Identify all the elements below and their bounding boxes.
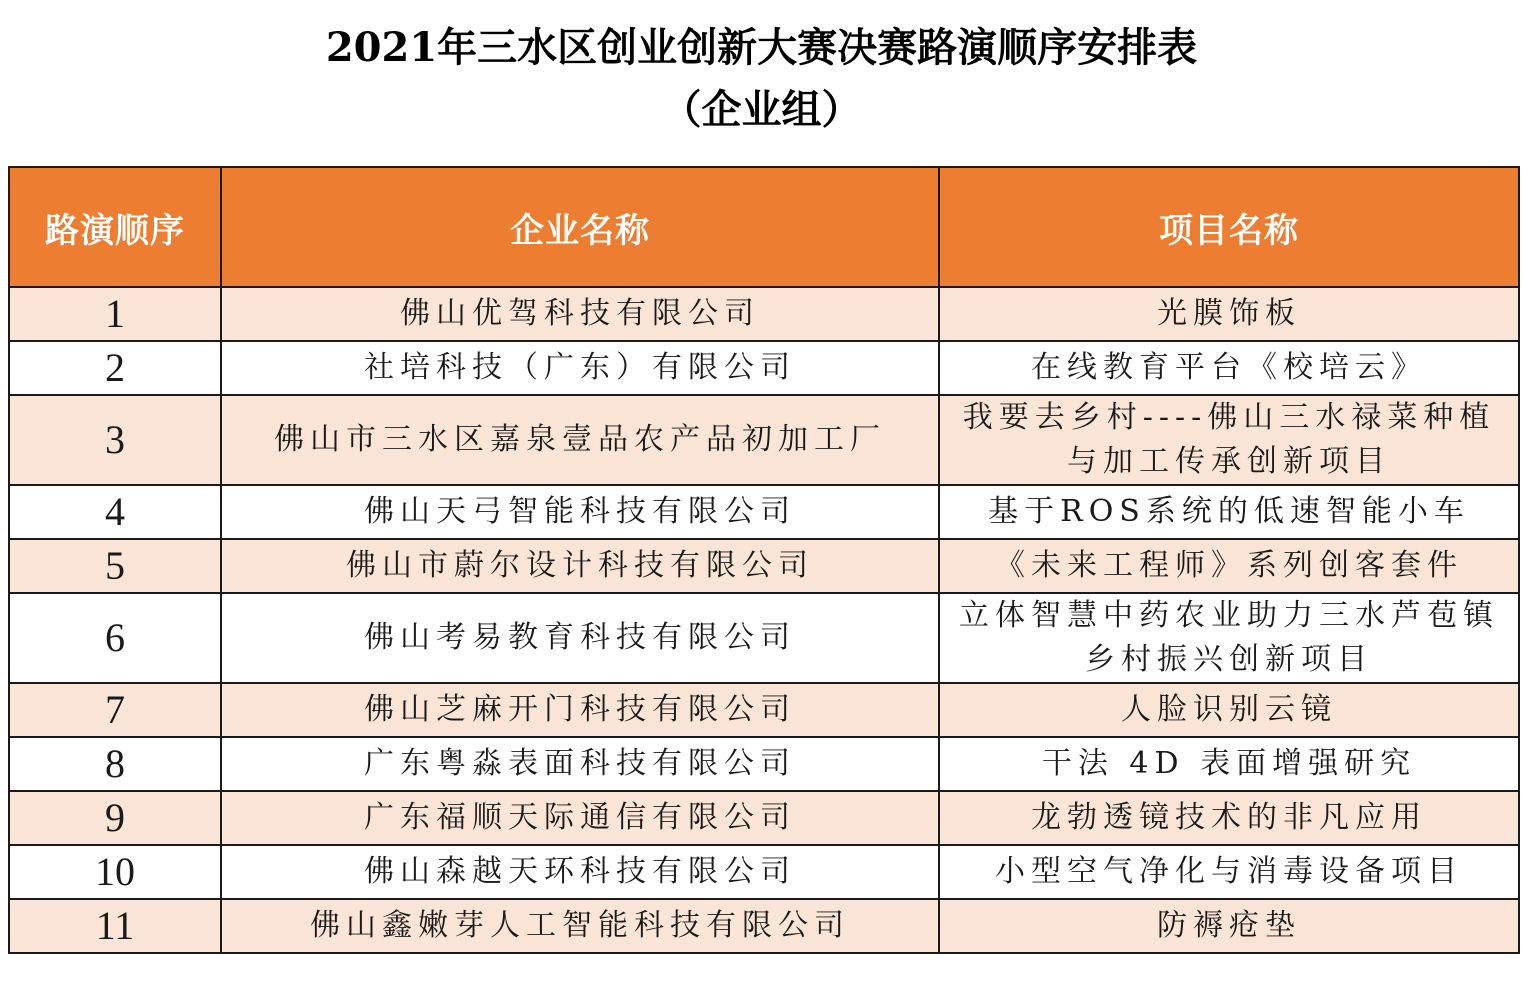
company-cell: 广东粤淼表面科技有限公司	[221, 737, 939, 791]
order-cell: 9	[9, 791, 221, 845]
schedule-table	[8, 166, 1520, 954]
document-title: 2021年三水区创业创新大赛决赛路演顺序安排表	[325, 24, 1198, 71]
order-cell: 2	[9, 341, 221, 395]
project-cell: 在线教育平台《校培云》	[939, 341, 1519, 395]
company-cell: 佛山优驾科技有限公司	[221, 287, 939, 341]
order-cell: 11	[9, 899, 221, 953]
order-cell: 1	[9, 287, 221, 341]
table-row	[9, 593, 1519, 683]
company-cell: 佛山考易教育科技有限公司	[221, 593, 939, 683]
company-cell: 佛山芝麻开门科技有限公司	[221, 683, 939, 737]
order-cell: 3	[9, 395, 221, 485]
column-header-company: 企业名称	[221, 167, 939, 287]
project-cell: 防褥疮垫	[939, 899, 1519, 953]
company-cell: 佛山天弓智能科技有限公司	[221, 485, 939, 539]
order-cell: 5	[9, 539, 221, 593]
project-cell: 光膜饰板	[939, 287, 1519, 341]
table-row	[9, 395, 1519, 485]
order-cell: 7	[9, 683, 221, 737]
column-header-project: 项目名称	[939, 167, 1519, 287]
project-cell: 基于ROS系统的低速智能小车	[939, 485, 1519, 539]
project-cell: 人脸识别云镜	[939, 683, 1519, 737]
table-row	[9, 287, 1519, 341]
project-cell: 小型空气净化与消毒设备项目	[939, 845, 1519, 899]
company-cell: 佛山市三水区嘉泉壹品农产品初加工厂	[221, 395, 939, 485]
column-header-order: 路演顺序	[9, 167, 221, 287]
document-subtitle: （企业组）	[661, 86, 862, 133]
table-row	[9, 539, 1519, 593]
project-cell: 干法 4D 表面增强研究	[939, 737, 1519, 791]
table-row	[9, 845, 1519, 899]
table-row	[9, 899, 1519, 953]
order-cell: 4	[9, 485, 221, 539]
company-cell: 佛山森越天环科技有限公司	[221, 845, 939, 899]
project-cell: 立体智慧中药农业助力三水芦苞镇乡村振兴创新项目	[939, 593, 1519, 683]
order-cell: 10	[9, 845, 221, 899]
table-row	[9, 683, 1519, 737]
table-row	[9, 791, 1519, 845]
table-row	[9, 737, 1519, 791]
company-cell: 佛山市蔚尔设计科技有限公司	[221, 539, 939, 593]
order-cell: 8	[9, 737, 221, 791]
project-cell: 我要去乡村----佛山三水禄菜种植与加工传承创新项目	[939, 395, 1519, 485]
order-cell: 6	[9, 593, 221, 683]
project-cell: 《未来工程师》系列创客套件	[939, 539, 1519, 593]
company-cell: 广东福顺天际通信有限公司	[221, 791, 939, 845]
company-cell: 社培科技（广东）有限公司	[221, 341, 939, 395]
company-cell: 佛山鑫嫩芽人工智能科技有限公司	[221, 899, 939, 953]
project-cell: 龙勃透镜技术的非凡应用	[939, 791, 1519, 845]
table-row	[9, 341, 1519, 395]
table-header-row	[9, 167, 1519, 287]
table-row	[9, 485, 1519, 539]
